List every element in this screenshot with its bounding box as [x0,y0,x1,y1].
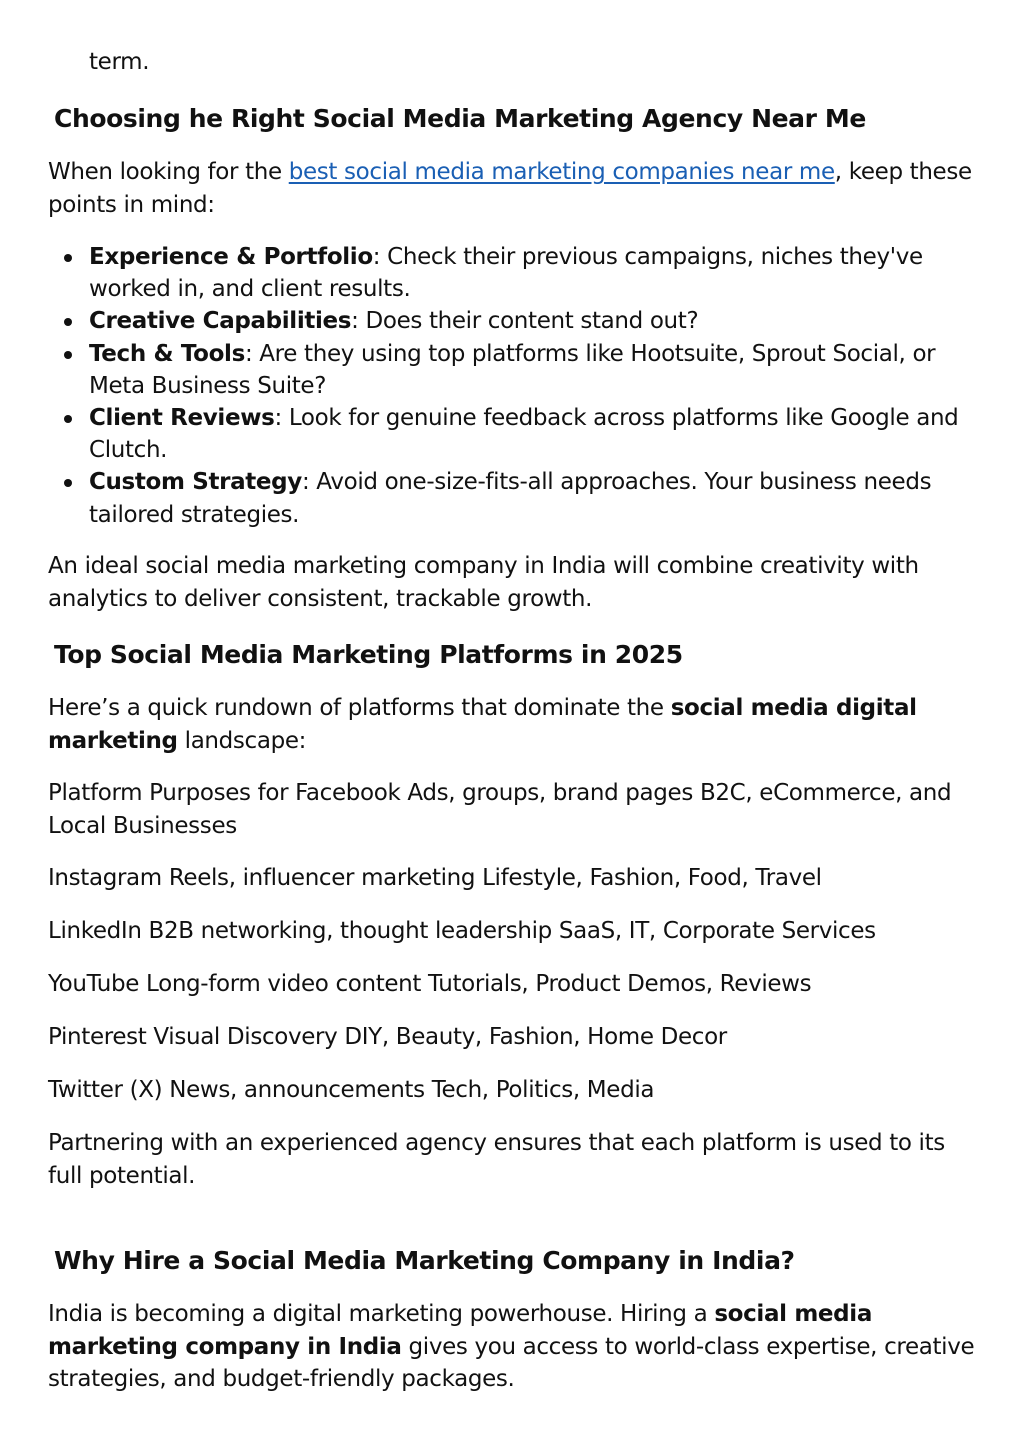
list-item-term: Tech & Tools [89,340,245,367]
best-companies-link[interactable]: best social media marketing companies near me [288,159,835,185]
list-item-text: : Check their previous campaigns, niches they've worked in, and client results. [89,244,923,303]
paragraph-partnering: Partnering with an experienced agency ensures that each platform is used to its full potential. [48,1130,945,1189]
section-heading-why-hire: Why Hire a Social Media Marketing Company in India? [54,1246,795,1275]
paragraph-looking-for [48,156,978,221]
list-item-text: : Avoid one-size-fits-all approaches. Your business needs tailored strategies. [89,469,932,528]
list-item [48,466,983,530]
platform-row: Twitter (X) News, announcements Tech, Politics, Media [48,1077,655,1103]
list-item [48,305,983,337]
list-item-text: : Does their content stand out? [351,308,699,335]
paragraph-india-powerhouse [48,1298,978,1396]
list-item [48,402,983,466]
paragraph-text: When looking for the [48,159,289,185]
paragraph-bold-text: social media digital marketing [48,695,917,754]
paragraph-text: landscape: [177,727,307,754]
paragraph-bold-text: social media marketing company in India [48,1301,872,1360]
paragraph-text: gives you access to world-class expertise, creative strategies, and budget-friendly packages. [48,1333,975,1392]
platform-row: YouTube Long-form video content Tutorials, Product Demos, Reviews [48,971,812,997]
paragraph-text: India is becoming a digital marketing powerhouse. Hiring a [48,1301,715,1327]
paragraph-text: Here’s a quick rundown of platforms that dominate the [48,695,671,721]
list-item-term: Client Reviews [89,405,275,432]
list-item-text: : Are they using top platforms like Hootsuite, Sprout Social, or Meta Business Suite? [89,340,936,399]
list-item [48,241,983,305]
section-heading-choosing-agency: Choosing he Right Social Media Marketing Agency Near Me [54,104,866,133]
bullet-icon [64,254,72,262]
section-heading-top-platforms: Top Social Media Marketing Platforms in 2025 [54,640,683,669]
paragraph-ideal-company: An ideal social media marketing company in India will combine creativity with analytics to deliver consistent, trackable growth. [48,553,919,612]
platform-row: Instagram Reels, influencer marketing Lifestyle, Fashion, Food, Travel [48,865,822,891]
list-item-term: Experience & Portfolio [89,244,373,270]
paragraph-quick-rundown [48,692,978,757]
list-item-term: Custom Strategy [89,469,302,496]
platform-row: Pinterest Visual Discovery DIY, Beauty, Fashion, Home Decor [48,1024,727,1050]
platform-row: Platform Purposes for Facebook Ads, groups, brand pages B2C, eCommerce, and Local Businesses [48,780,952,839]
list-item-text: : Look for genuine feedback across platforms like Google and Clutch. [89,405,959,464]
bullet-icon [64,351,72,359]
bullet-icon [64,318,72,326]
intro-tail-text: term. [89,49,150,75]
bullet-icon [64,479,72,487]
list-item [48,338,983,402]
list-item-term: Creative Capabilities [89,308,352,335]
platform-row: LinkedIn B2B networking, thought leadership SaaS, IT, Corporate Services [48,918,876,944]
criteria-bullet-list [48,241,983,531]
paragraph-text: , keep these points in mind: [48,159,972,218]
bullet-icon [64,415,72,423]
